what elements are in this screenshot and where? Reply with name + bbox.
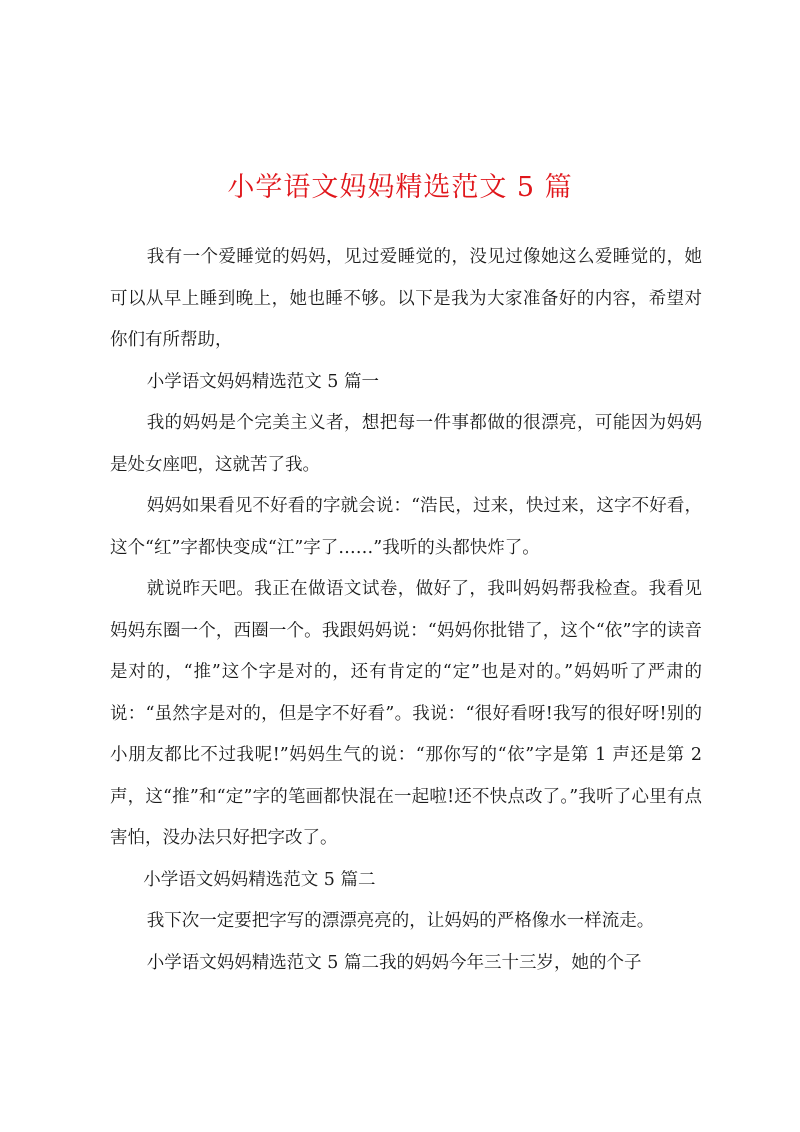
body-paragraph: 我的妈妈是个完美主义者，想把每一件事都做的很漂亮，可能因为妈妈是处女座吧，这就苦了我。 bbox=[110, 413, 702, 475]
body-paragraph: 妈妈如果看见不好看的字就会说：“浩民，过来，快过来，这字不好看，这个“红”字都快变成“江”字了……”我听的头都快炸了。 bbox=[110, 496, 702, 558]
document-body bbox=[110, 237, 702, 984]
section-heading-2: 小学语文妈妈精选范文 5 篇二 bbox=[143, 869, 376, 890]
section-heading-1: 小学语文妈妈精选范文 5 篇一 bbox=[146, 371, 380, 392]
body-paragraph: 小学语文妈妈精选范文 5 篇二我的妈妈今年三十三岁，她的个子 bbox=[146, 952, 642, 973]
body-paragraph: 我下次一定要把字写的漂漂亮亮的，让妈妈的严格像水一样流走。 bbox=[146, 911, 655, 931]
document-title: 小学语文妈妈精选范文 5 篇 bbox=[227, 172, 573, 203]
body-paragraph: 就说昨天吧。我正在做语文试卷，做好了，我叫妈妈帮我检查。我看见妈妈东圈一个，西圈一个。我跟妈妈说：“妈妈你批错了，这个“依”字的读音是对的，“推”这个字是对的，还有肯定的“定”也是对的。”妈妈听了严肃的说：“虽然字是对的，但是字不好看”。我说：“很好看呀!我写的很好呀!别的小朋友都比不过我呢!”妈妈生气的说：“那你写的“依”字是第 1 声还是第 2 声，这“推”和“定”字的笔画都快混在一起啦!还不快点改了。”我听了心里有点害怕，没办法只好把字改了。 bbox=[110, 579, 702, 848]
intro-paragraph: 我有一个爱睡觉的妈妈，见过爱睡觉的，没见过像她这么爱睡觉的，她可以从早上睡到晚上，她也睡不够。以下是我为大家准备好的内容，希望对你们有所帮助， bbox=[110, 247, 702, 350]
